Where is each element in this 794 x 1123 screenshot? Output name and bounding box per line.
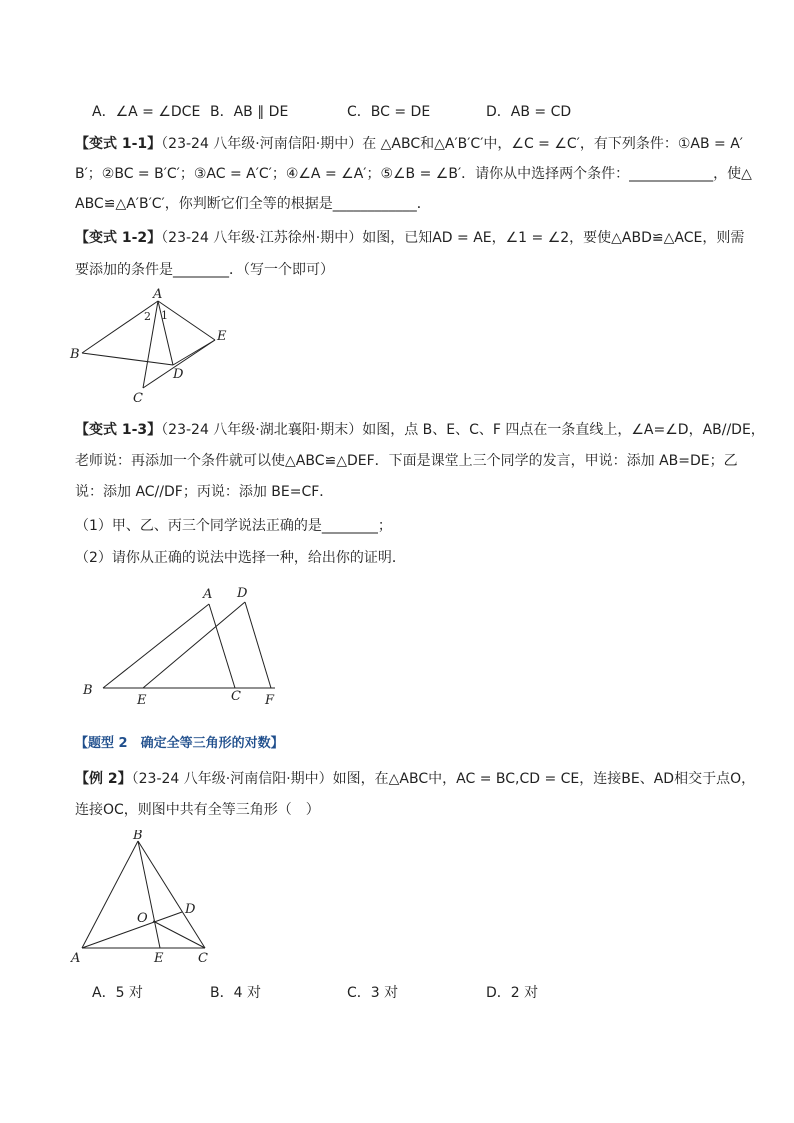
example-2-line2: 连接OC，则图中共有全等三角形（ ） <box>75 802 320 818</box>
label-b: B <box>133 830 143 843</box>
example-2-text1: （23-24 八年级·河南信阳·期中）如图，在△ABC中，AC = BC,CD = CE，连接BE、AD相交于点O， <box>131 771 756 787</box>
label-o: O <box>137 911 148 926</box>
label-d: D <box>237 586 248 601</box>
label-c: C <box>198 951 208 966</box>
example-2-option-c: C．3 对 <box>347 985 399 1001</box>
variant-1-3-line3: 说：添加 AC//DF；丙说：添加 BE=CF． <box>75 484 334 500</box>
option-b: B．AB ∥ DE <box>210 104 289 120</box>
example-2-tag: 【例 2】 <box>75 771 132 787</box>
label-a: A <box>71 951 81 966</box>
variant-1-1-text1: （23-24 八年级·河南信阳·期中）在 △ABC和△A′B′C′中，∠C = ∠C′，有下列条件：①AB = A′ <box>161 136 743 152</box>
option-c: C．BC = DE <box>347 104 431 120</box>
label-e: E <box>154 951 164 966</box>
figure-variant-1-2 <box>60 285 250 410</box>
variant-1-1-line1 <box>75 134 743 154</box>
label-a: A <box>203 587 213 602</box>
variant-1-2-line2: 要添加的条件是________．（写一个即可） <box>75 262 334 278</box>
label-d: D <box>173 367 184 382</box>
label-e: E <box>137 693 147 708</box>
variant-1-1-tag: 【变式 1-1】 <box>75 136 162 152</box>
variant-1-1-line2: B′；②BC = B′C′；③AC = A′C′；④∠A = ∠A′；⑤∠B = ∠B′．请你从中选择两个条件：____________，使△ <box>75 166 752 182</box>
variant-1-3-sub2: （2）请你从正确的说法中选择一种，给出你的证明． <box>75 550 406 566</box>
section-heading: 【题型 2 确定全等三角形的对数】 <box>75 736 284 751</box>
option-d: D．AB = CD <box>486 104 572 120</box>
variant-1-2-line1 <box>75 228 744 248</box>
option-a: A．∠A = ∠DCE <box>92 104 201 120</box>
example-2-option-d: D．2 对 <box>486 985 539 1001</box>
figure-example-2 <box>65 830 225 970</box>
label-f: F <box>265 693 275 708</box>
variant-1-3-line1 <box>75 420 765 440</box>
label-angle-1: 1 <box>161 309 168 322</box>
variant-1-3-text1: （23-24 八年级·湖北襄阳·期末）如图，点 B、E、C、F 四点在一条直线上，∠A=∠D，AB//DE， <box>161 422 765 438</box>
variant-1-3-tag: 【变式 1-3】 <box>75 422 162 438</box>
label-c: C <box>231 689 241 704</box>
label-a: A <box>153 287 163 302</box>
figure-variant-1-3 <box>75 580 290 710</box>
variant-1-2-tag: 【变式 1-2】 <box>75 230 162 246</box>
label-angle-2: 2 <box>144 310 151 323</box>
example-2-option-a: A．5 对 <box>92 985 143 1001</box>
variant-1-2-text1: （23-24 八年级·江苏徐州·期中）如图，已知AD = AE，∠1 = ∠2，要使△ABD≌△ACE，则需 <box>161 230 745 246</box>
variant-1-1-line3: ABC≌△A′B′C′，你判断它们全等的根据是____________． <box>75 196 431 212</box>
variant-1-3-sub1: （1）甲、乙、丙三个同学说法正确的是________； <box>75 518 392 534</box>
example-2-line1 <box>75 769 755 789</box>
example-2-option-b: B．4 对 <box>210 985 261 1001</box>
label-b: B <box>83 683 93 698</box>
label-c: C <box>133 391 143 406</box>
label-d: D <box>185 902 196 917</box>
label-e: E <box>217 329 227 344</box>
label-b: B <box>70 347 80 362</box>
variant-1-3-line2: 老师说：再添加一个条件就可以使△ABC≌△DEF．下面是课堂上三个同学的发言，甲说：添加 AB=DE；乙 <box>75 453 738 469</box>
